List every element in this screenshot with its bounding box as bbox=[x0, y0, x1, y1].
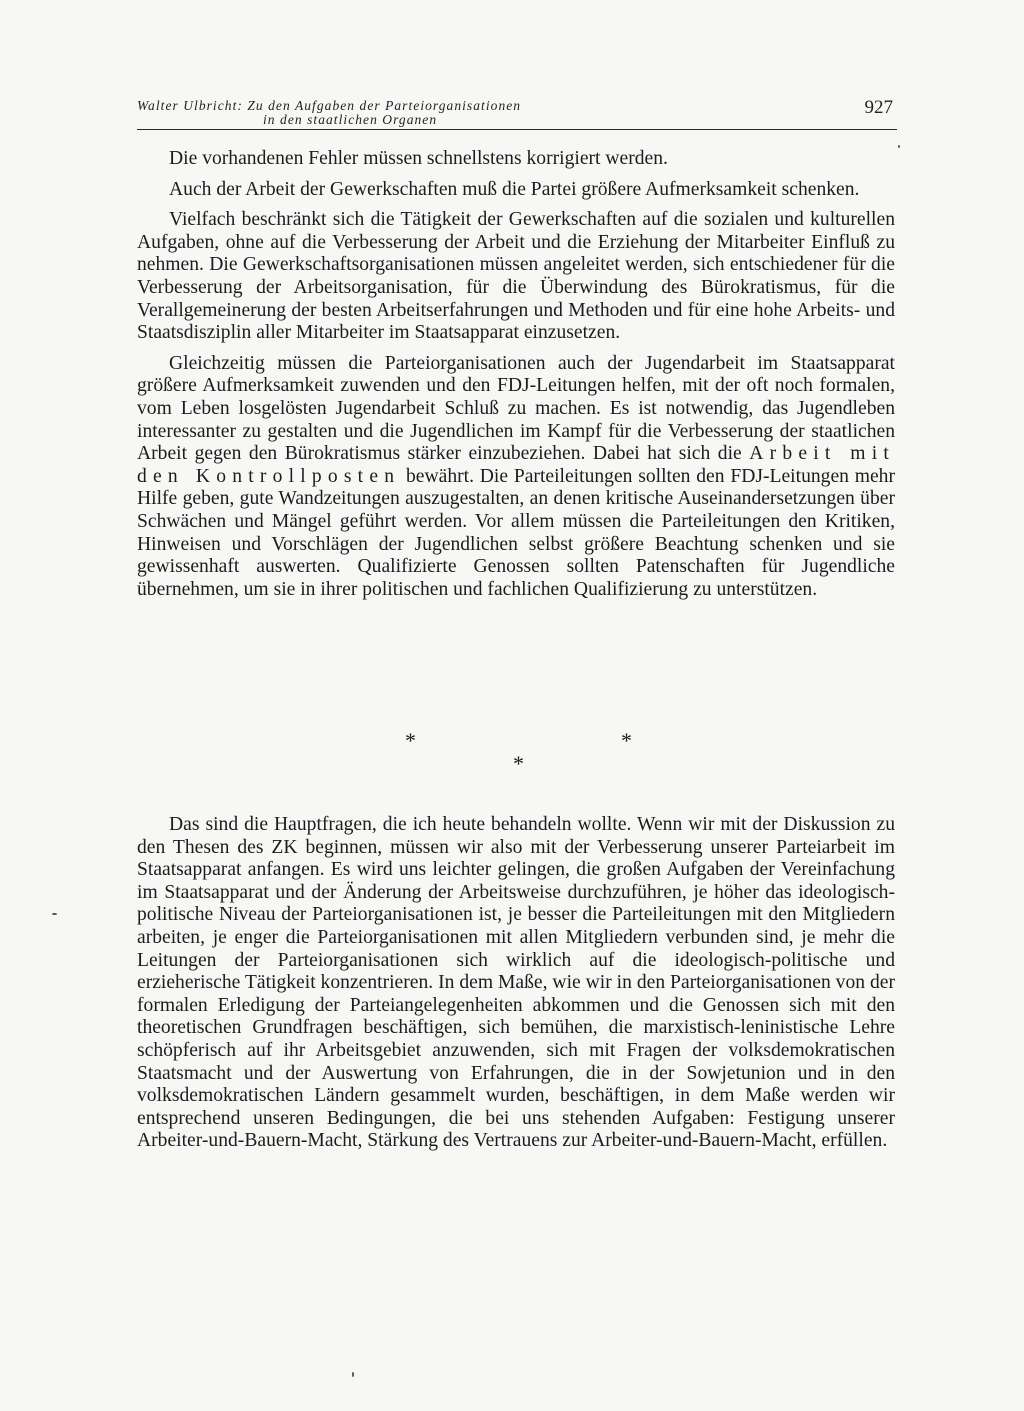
separator-star-center: * bbox=[513, 751, 524, 776]
paragraph-closing: Das sind die Hauptfragen, die ich heute behandeln wollte. Wenn wir mit der Diskussion zu den Thesen des ZK beginnen, müssen wir also mit der Verbesserung unserer Parteiarbeit im Staatsapparat anfangen. Es wird uns leichter gelingen, die großen Aufgaben der Vereinfachung im Staatsapparat und der Änderung der Arbeitsweise durchzuführen, je höher das ideologisch-politische Niveau der Parteiorganisationen ist, je besser die Parteileitungen mit den Mitgliedern arbeiten, je enger die Parteiorganisationen mit allen Mitgliedern verbunden sind, je mehr die Leitungen der Parteiorganisationen sich wirklich auf die ideologisch-politische und erzieherische Tätigkeit konzentrieren. In dem Maße, wie wir in den Parteiorganisationen von der formalen Erledigung der Parteiangelegenheiten abkommen und die Genossen sich mit den theoretischen Grundfragen beschäftigen, sich bemühen, die marxistisch-leninistische Lehre schöpferisch auf ihr Arbeitsgebiet anzuwenden, sich mit Fragen der volksdemokratischen Staatsmacht und der Auswertung von Erfahrungen, die in der Sowjetunion und in den volksdemokratischen Ländern gesammelt wurden, beschäftigen, in dem Maße werden wir entsprechend unseren Bedingungen, die bei uns stehenden Aufgaben: Festigung unserer Arbeiter-und-Bauern-Macht, Stärkung des Vertrauens zur Arbeiter-und-Bauern-Macht, erfüllen. bbox=[137, 814, 895, 1152]
emphasis-text: Arbeit mit den Kontrollposten bbox=[137, 443, 895, 487]
upper-text-block bbox=[137, 148, 895, 609]
paragraph-trade-unions-attention: Auch der Arbeit der Gewerkschaften muß die Partei größere Aufmerksamkeit schenken. bbox=[169, 178, 860, 200]
header-title-line-1: Walter Ulbricht: Zu den Aufgaben der Parteiorganisationen bbox=[137, 98, 522, 113]
lower-text-block bbox=[137, 814, 895, 1161]
youth-text-part-1: Gleichzeitig müssen die Parteiorganisationen auch der Jugendarbeit im Staatsapparat größere Aufmerksamkeit zuwenden und den FDJ-Leitungen helfen, mit der oft noch formalen, vom Leben losgelösten Jugendarbeit Schluß zu machen. Es ist notwendig, das Jugendleben interessanter zu gestalten und die Jugendlichen im Kampf für die Verbesserung der staatlichen Arbeit gegen den Bürokratismus stärker einzubeziehen. Dabei hat sich die bbox=[137, 352, 895, 465]
header-title-line-2: in den staatlichen Organen bbox=[263, 112, 438, 127]
paragraph-corrections: Die vorhandenen Fehler müssen schnellstens korrigiert werden. bbox=[169, 148, 668, 169]
separator-star-left: * bbox=[405, 728, 416, 753]
page-number: 927 bbox=[864, 97, 893, 118]
section-separator bbox=[137, 724, 895, 784]
running-header bbox=[137, 97, 897, 130]
scan-speck bbox=[898, 145, 900, 148]
scan-speck bbox=[52, 913, 57, 915]
separator-star-right: * bbox=[621, 728, 632, 753]
scan-speck bbox=[352, 1372, 354, 1377]
running-header-title bbox=[137, 99, 521, 127]
youth-text-part-2: bewährt. Die Parteileitungen sollten den FDJ-Leitungen mehr Hilfe geben, gute Wandzeitungen auszugestalten, an denen kritische Auseinandersetzungen über Schwächen und Mängel geführt werden. Vor allem müssen die Parteileitungen den Kritiken, Hinweisen und Vorschlägen der Jugendlichen selbst größere Beachtung schenken und sie gewissenhaft auswerten. Qualifizierte Genossen sollten Patenschaften für Jugendliche übernehmen, um sie in ihrer politischen und fachlichen Qualifizierung zu unterstützen. bbox=[137, 465, 895, 600]
paragraph-youth-work bbox=[137, 353, 895, 602]
paragraph-trade-unions-tasks: Vielfach beschränkt sich die Tätigkeit der Gewerkschaften auf die sozialen und kulturellen Aufgaben, ohne auf die Verbesserung der Arbeit und die Erziehung der Mitarbeiter Einfluß zu nehmen. Die Gewerkschaftsorganisationen müssen angeleitet werden, sich entschiedener für die Verbesserung der Arbeitsorganisation, für die Überwindung des Bürokratismus, für die Verallgemeinerung der besten Arbeitserfahrungen und Methoden und für eine hohe Arbeits- und Staatsdisziplin aller Mitarbeiter im Staatsapparat einzusetzen. bbox=[137, 209, 895, 344]
